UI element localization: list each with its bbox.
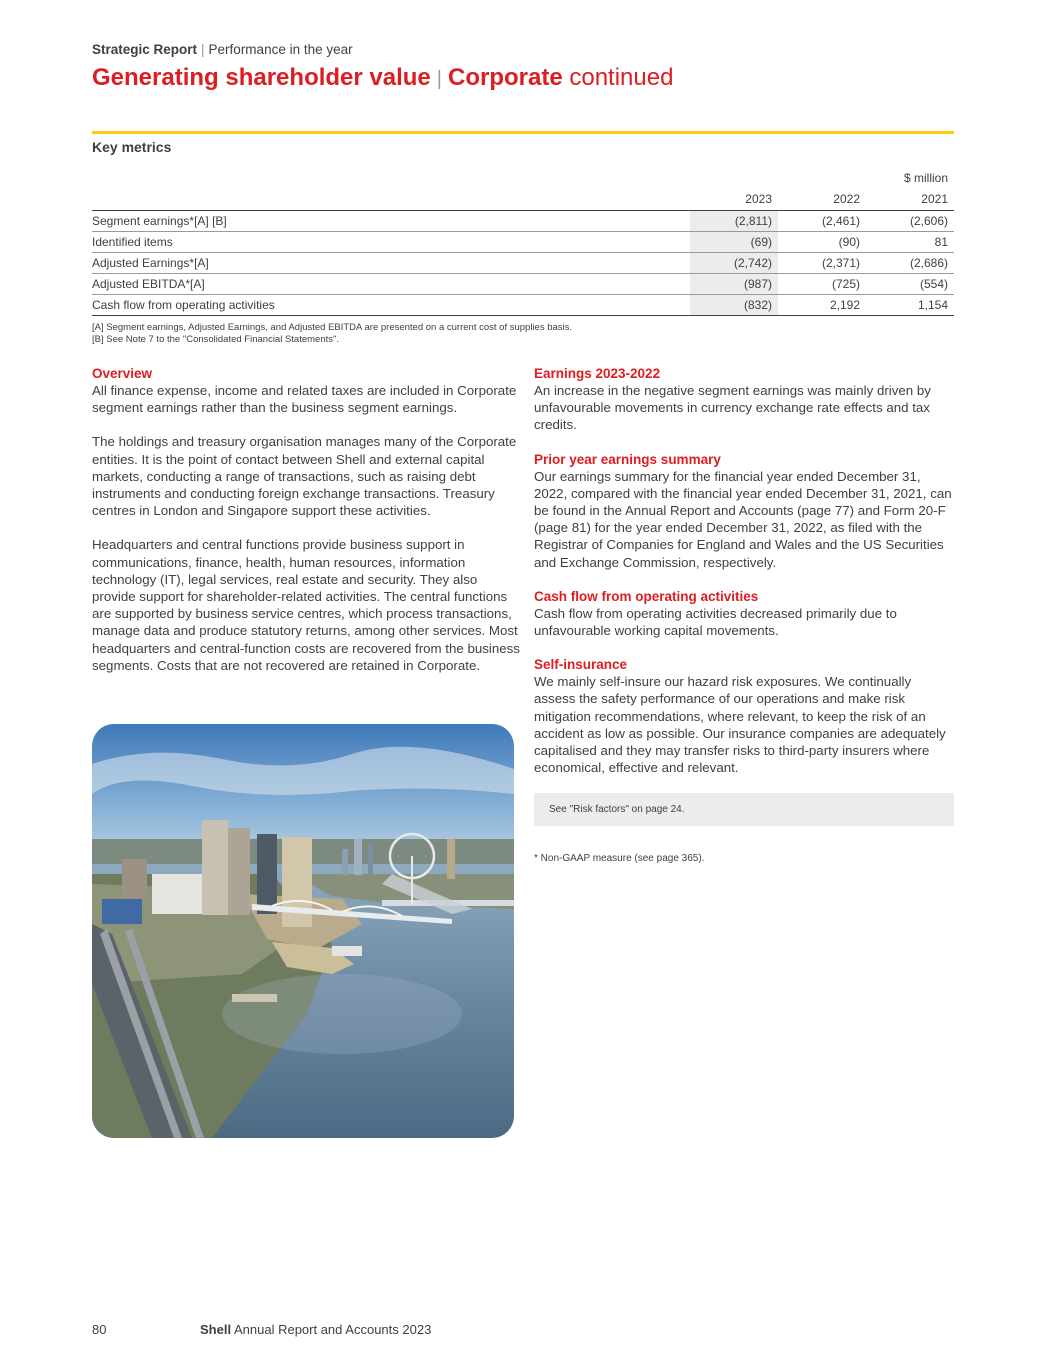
cell-value: (987) xyxy=(690,274,778,295)
london-aerial-photo xyxy=(92,724,514,1138)
cell-value: 81 xyxy=(866,232,954,253)
year-header: 2023 xyxy=(690,190,778,211)
cell-value: 2,192 xyxy=(778,295,866,316)
self-insurance-text: We mainly self-insure our hazard risk exposures. We continually assess the safety performance of our operations and make risk mitigation recommendations, where relevant, to keep the risk of an accident as low as possible. Our insurance companies are adequately capitalised and they may transfer risks to third-party insurers where economical, effective and relevant. xyxy=(534,674,946,776)
left-column xyxy=(92,365,522,691)
table-note: [A] Segment earnings, Adjusted Earnings, and Adjusted EBITDA are presented on a current cost of supplies basis. xyxy=(92,322,573,333)
row-label: Cash flow from operating activities xyxy=(92,295,690,316)
key-metrics-table xyxy=(92,190,954,316)
row-label: Adjusted EBITDA*[A] xyxy=(92,274,690,295)
prior-year-text: Our earnings summary for the financial year ended December 31, 2022, compared with the financial year ended December 31, 2021, can be found in the Annual Report and Accounts (page 77) and Form 20-F (page 81) for the year ended December 31, 2022, as filed with the Registrar of Companies for England and Wales and the US Securities and Exchange Commission, respectively. xyxy=(534,468,952,570)
row-label: Adjusted Earnings*[A] xyxy=(92,253,690,274)
year-header: 2021 xyxy=(866,190,954,211)
footer-brand xyxy=(200,1322,431,1337)
table-row xyxy=(92,211,954,232)
cash-flow-heading: Cash flow from operating activities xyxy=(534,588,759,604)
breadcrumb-section: Strategic Report xyxy=(92,42,198,57)
breadcrumb: Strategic Report | Performance in the year xyxy=(92,42,353,57)
year-header: 2022 xyxy=(778,190,866,211)
report-name: Annual Report and Accounts 2023 xyxy=(233,1322,432,1337)
table-row xyxy=(92,295,954,316)
section-divider xyxy=(92,131,954,134)
brand-name: Shell xyxy=(200,1322,232,1337)
overview-paragraph: Headquarters and central functions provide business support in communications, finance, health, human resources, information technology (IT), legal services, real estate and security. They also provide support for shareholder-related activities. The central functions are supported by business service centres, which process transactions, manage data and produce statutory returns, among other services. Most headquarters and central-function costs are recovered from the business segments. Costs that are not recovered are retained in Corporate. xyxy=(92,537,520,673)
table-notes xyxy=(92,322,572,346)
key-metrics-title: Key metrics xyxy=(92,139,172,155)
table-row xyxy=(92,274,954,295)
cell-value: (2,811) xyxy=(690,211,778,232)
cell-value: (2,606) xyxy=(866,211,954,232)
self-insurance-heading: Self-insurance xyxy=(534,657,628,673)
title-continued: continued xyxy=(569,64,674,91)
cell-value: (2,371) xyxy=(778,253,866,274)
cell-value: (90) xyxy=(778,232,866,253)
table-note: [B] See Note 7 to the "Consolidated Financial Statements". xyxy=(92,334,340,345)
overview-heading: Overview xyxy=(92,366,153,381)
cash-flow-text: Cash flow from operating activities decreased primarily due to unfavourable working capital movements. xyxy=(534,605,897,639)
overview-paragraph: All finance expense, income and related taxes are included in Corporate segment earnings rather than the business segment earnings. xyxy=(92,383,517,416)
title-sub: Corporate xyxy=(447,64,563,91)
row-label: Identified items xyxy=(92,232,690,253)
breadcrumb-subsection: Performance in the year xyxy=(208,42,353,57)
table-header-row xyxy=(92,190,954,211)
table-row xyxy=(92,232,954,253)
cell-value: (69) xyxy=(690,232,778,253)
cell-value: (2,742) xyxy=(690,253,778,274)
title-main: Generating shareholder value xyxy=(92,64,431,91)
cell-value: (2,461) xyxy=(778,211,866,232)
cell-value: (832) xyxy=(690,295,778,316)
page-number: 80 xyxy=(92,1322,107,1337)
cell-value: (725) xyxy=(778,274,866,295)
risk-factors-callout[interactable] xyxy=(534,793,954,826)
table-row xyxy=(92,253,954,274)
overview-paragraph: The holdings and treasury organisation manages many of the Corporate entities. It is the point of contact between Shell and external capital markets, conducting a range of transactions, such as raising debt instruments and conducting foreign exchange transactions. Treasury centres in London and Singapore support these activities. xyxy=(92,434,517,519)
earnings-heading: Earnings 2023-2022 xyxy=(534,366,661,381)
cell-value: 1,154 xyxy=(866,295,954,316)
prior-year-heading: Prior year earnings summary xyxy=(534,451,721,467)
earnings-text: An increase in the negative segment earnings was mainly driven by unfavourable movements in currency exchange rate effects and tax credits. xyxy=(534,383,931,433)
page-title: Generating shareholder value | Corporate continued xyxy=(92,64,674,91)
non-gaap-footnote: * Non-GAAP measure (see page 365). xyxy=(534,853,705,864)
cell-value: (554) xyxy=(866,274,954,295)
row-label: Segment earnings*[A] [B] xyxy=(92,211,690,232)
risk-factors-link[interactable]: See "Risk factors" on page 24. xyxy=(549,804,685,815)
right-column xyxy=(534,365,954,793)
unit-label: $ million xyxy=(903,171,948,185)
cell-value: (2,686) xyxy=(866,253,954,274)
